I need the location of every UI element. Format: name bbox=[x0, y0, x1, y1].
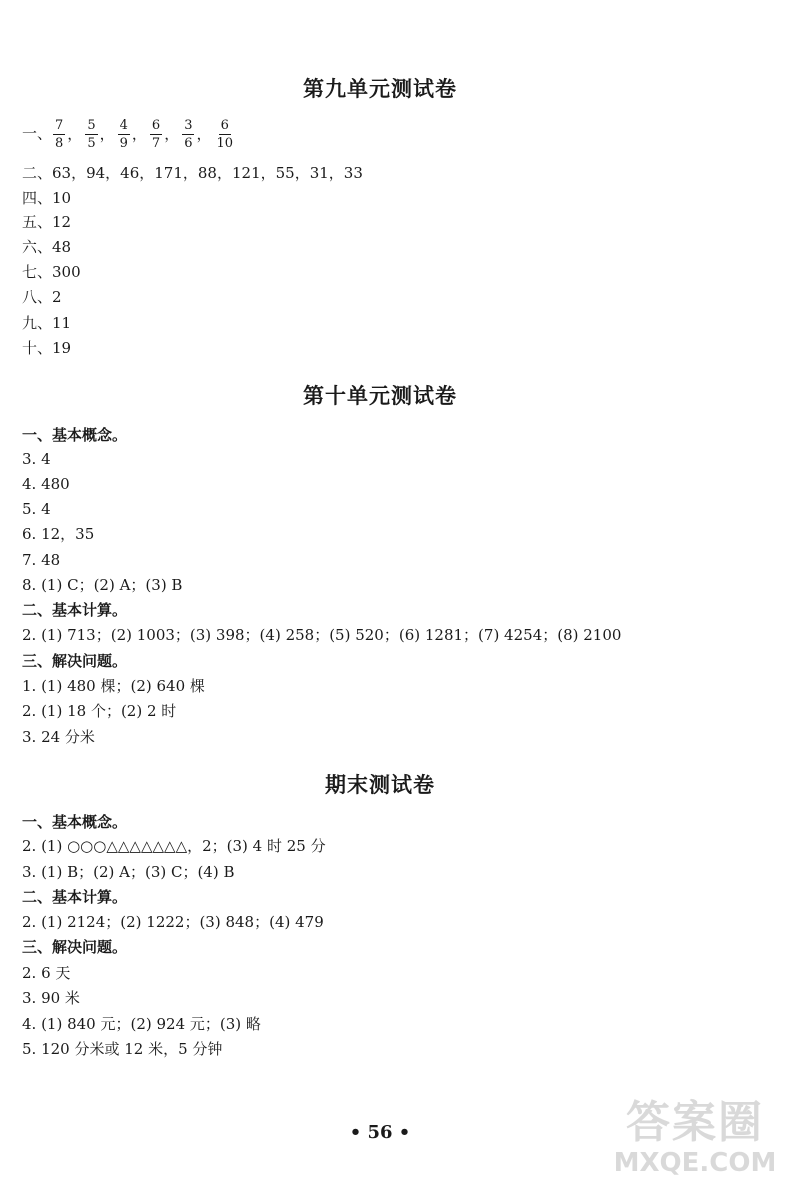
unit9-answer-line: 七、300 bbox=[22, 263, 81, 281]
unit9-answer-line: 六、48 bbox=[22, 238, 72, 256]
section-heading: 二、基本计算。 bbox=[22, 601, 128, 619]
section-heading: 三、解决问题。 bbox=[22, 652, 128, 670]
fraction: $\frac{5}{5}$ bbox=[87, 118, 96, 151]
final-answer-line: 3. (1) B；(2) A；(3) C；(4) B bbox=[22, 863, 235, 881]
unit9-answer-line: 九、11 bbox=[22, 314, 72, 332]
unit9-answer-line: 十、19 bbox=[22, 339, 72, 357]
unit10-answer-line: 3. 4 bbox=[22, 450, 51, 468]
final-title: 期末测试卷 bbox=[325, 773, 435, 797]
fraction: $\frac{4}{9}$ bbox=[119, 118, 128, 151]
watermark-url: MXQE.COM bbox=[613, 1148, 777, 1178]
unit9-answer-line: 二、63，94，46，171，88，121，55，31，33 bbox=[22, 164, 363, 182]
unit9-q1-label: 一、 bbox=[22, 124, 53, 143]
final-answer-line: 2. (1) 2124；(2) 1222；(3) 848；(4) 479 bbox=[22, 913, 324, 931]
unit10-answer-line: 5. 4 bbox=[22, 500, 51, 518]
watermark-logo: 答案圈 bbox=[626, 1097, 764, 1148]
section-heading: 一、基本概念。 bbox=[22, 426, 128, 444]
unit9-answer-line: 四、10 bbox=[22, 189, 72, 207]
fraction: $\frac{6}{7}$ bbox=[151, 118, 161, 151]
final-answer-line: 2. (1) ○○○△△△△△△△，2；(3) 4 时 25 分 bbox=[22, 837, 326, 855]
section-heading: 二、基本计算。 bbox=[22, 888, 128, 906]
unit10-answer-line: 6. 12，35 bbox=[22, 525, 95, 543]
section-heading: 一、基本概念。 bbox=[22, 813, 128, 831]
section-heading: 三、解决问题。 bbox=[22, 938, 128, 956]
page-number: • 56 • bbox=[349, 1122, 411, 1143]
unit10-answer-line: 4. 480 bbox=[22, 475, 70, 493]
fraction: $\frac{6}{10}$ bbox=[216, 118, 234, 151]
unit10-title: 第十单元测试卷 bbox=[303, 384, 457, 408]
unit9-title: 第九单元测试卷 bbox=[303, 77, 457, 101]
final-answer-line: 2. 6 天 bbox=[22, 964, 71, 982]
unit10-answer-line: 8. (1) C；(2) A；(3) B bbox=[22, 576, 183, 594]
unit10-answer-line: 2. (1) 713；(2) 1003；(3) 398；(4) 258；(5) 520；(6) 1281；(7) 4254；(8) 2100 bbox=[22, 626, 622, 644]
fraction: $\frac{3}{6}$ bbox=[184, 118, 193, 151]
unit10-answer-line: 1. (1) 480 棵；(2) 640 棵 bbox=[22, 677, 205, 695]
final-answer-line: 4. (1) 840 元；(2) 924 元；(3) 略 bbox=[22, 1015, 261, 1033]
final-answer-line: 5. 120 分米或 12 米，5 分钟 bbox=[22, 1040, 223, 1058]
unit10-answer-line: 2. (1) 18 个；(2) 2 时 bbox=[22, 702, 177, 720]
unit9-answer-line: 五、12 bbox=[22, 213, 72, 231]
unit9-q1-line: 一、 $\frac{7}{8}$ ， $\frac{5}{5}$ ， $\frac{4}{9}$ ， $\frac{6}{7}$ ， $\frac{3}{6}$ ， $\frac{6}{10}$ bbox=[22, 118, 234, 151]
final-answer-line: 3. 90 米 bbox=[22, 989, 80, 1007]
fraction: $\frac{7}{8}$ bbox=[55, 118, 64, 151]
unit10-answer-line: 3. 24 分米 bbox=[22, 728, 95, 746]
unit9-answer-line: 八、2 bbox=[22, 288, 62, 306]
unit10-answer-line: 7. 48 bbox=[22, 551, 61, 569]
watermark bbox=[600, 1098, 790, 1186]
